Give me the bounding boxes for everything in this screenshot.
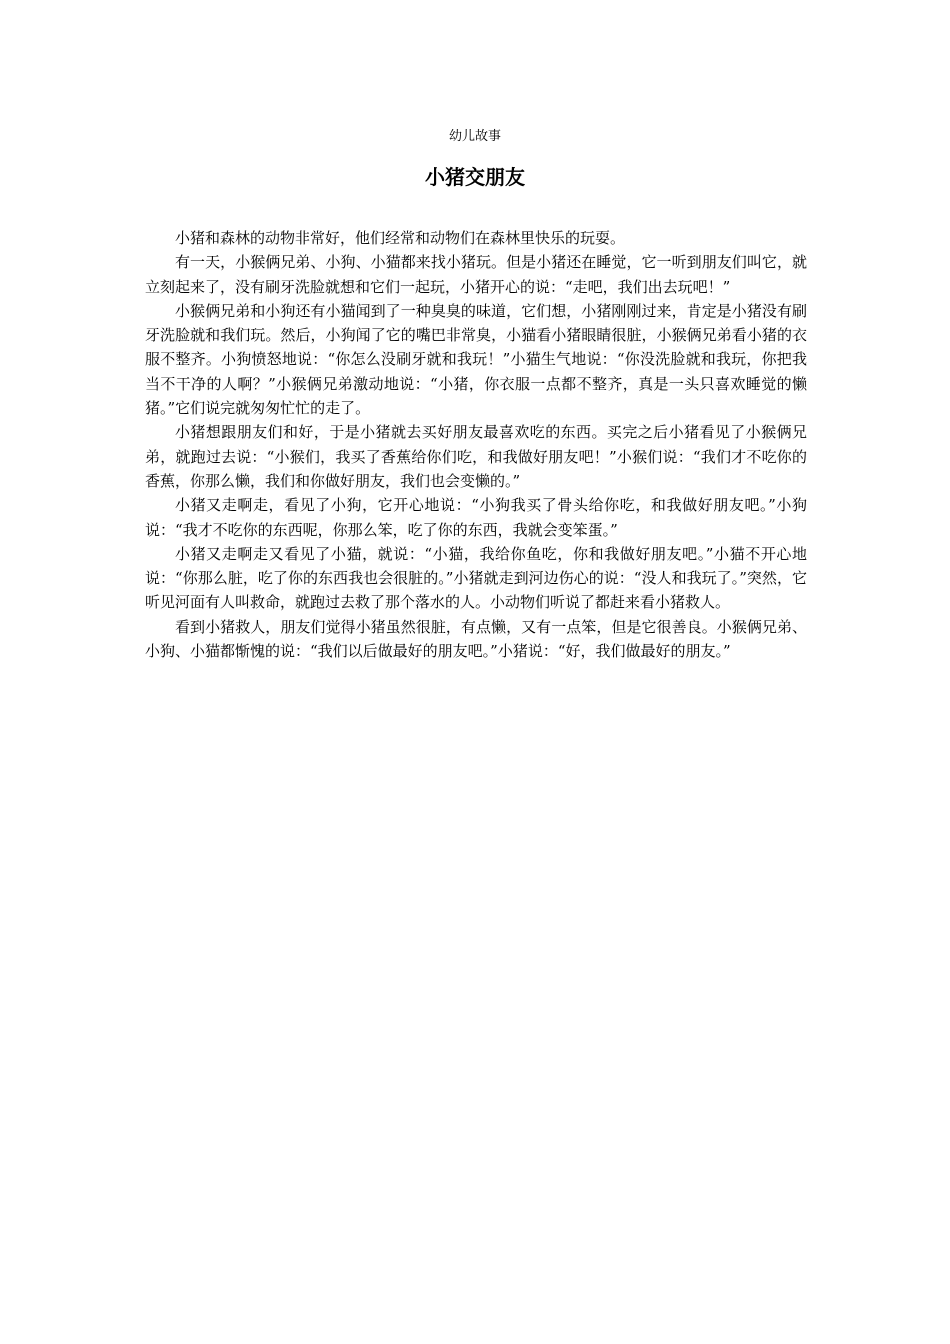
paragraph-7: 看到小猪救人，朋友们觉得小猪虽然很脏，有点懒，又有一点笨，但是它很善良。小猴俩兄弟、小狗、小猫都惭愧的说：“我们以后做最好的朋友吧。”小猪说：“好，我们做最好的朋友。” [145, 617, 807, 661]
paragraph-6: 小猪又走啊走又看见了小猫，就说：“小猫，我给你鱼吃，你和我做好朋友吧。”小猫不开心地说：“你那么脏，吃了你的东西我也会很脏的。”小猪就走到河边伤心的说：“没人和我玩了。”突然，它听见河面有人叫救命，就跑过去救了那个落水的人。小动物们听说了都赶来看小猪救人。 [145, 544, 807, 612]
paragraph-3: 小猴俩兄弟和小狗还有小猫闻到了一种臭臭的味道，它们想，小猪刚刚过来，肯定是小猪没有刷牙洗脸就和我们玩。然后，小狗闻了它的嘴巴非常臭，小猫看小猪眼睛很脏，小猴俩兄弟看小猪的衣服不整齐。小狗愤怒地说：“你怎么没刷牙就和我玩！”小猫生气地说：“你没洗脸就和我玩，你把我当不干净的人啊？”小猴俩兄弟激动地说：“小猪，你衣服一点都不整齐，真是一头只喜欢睡觉的懒猪。”它们说完就匆匆忙忙的走了。 [145, 301, 807, 418]
paragraph-5: 小猪又走啊走，看见了小狗，它开心地说：“小狗我买了骨头给你吃，和我做好朋友吧。”小狗说：“我才不吃你的东西呢，你那么笨，吃了你的东西，我就会变笨蛋。” [145, 496, 807, 539]
document-title: 小猪交朋友 [425, 165, 525, 189]
document-header: 幼儿故事 [448, 129, 501, 144]
paragraph-4: 小猪想跟朋友们和好，于是小猪就去买好朋友最喜欢吃的东西。买完之后小猪看见了小猴俩兄弟，就跑过去说：“小猴们，我买了香蕉给你们吃，和我做好朋友吧！”小猴们说：“我们才不吃你的香蕉，你那么懒，我们和你做好朋友，我们也会变懒的。” [145, 423, 807, 490]
story-body [145, 226, 807, 663]
paragraph-2: 有一天，小猴俩兄弟、小狗、小猫都来找小猪玩。但是小猪还在睡觉，它一听到朋友们叫它，就立刻起来了，没有刷牙洗脸就想和它们一起玩，小猪开心的说：“走吧，我们出去玩吧！” [145, 253, 807, 296]
paragraph-1: 小猪和森林的动物非常好，他们经常和动物们在森林里快乐的玩耍。 [175, 229, 626, 247]
